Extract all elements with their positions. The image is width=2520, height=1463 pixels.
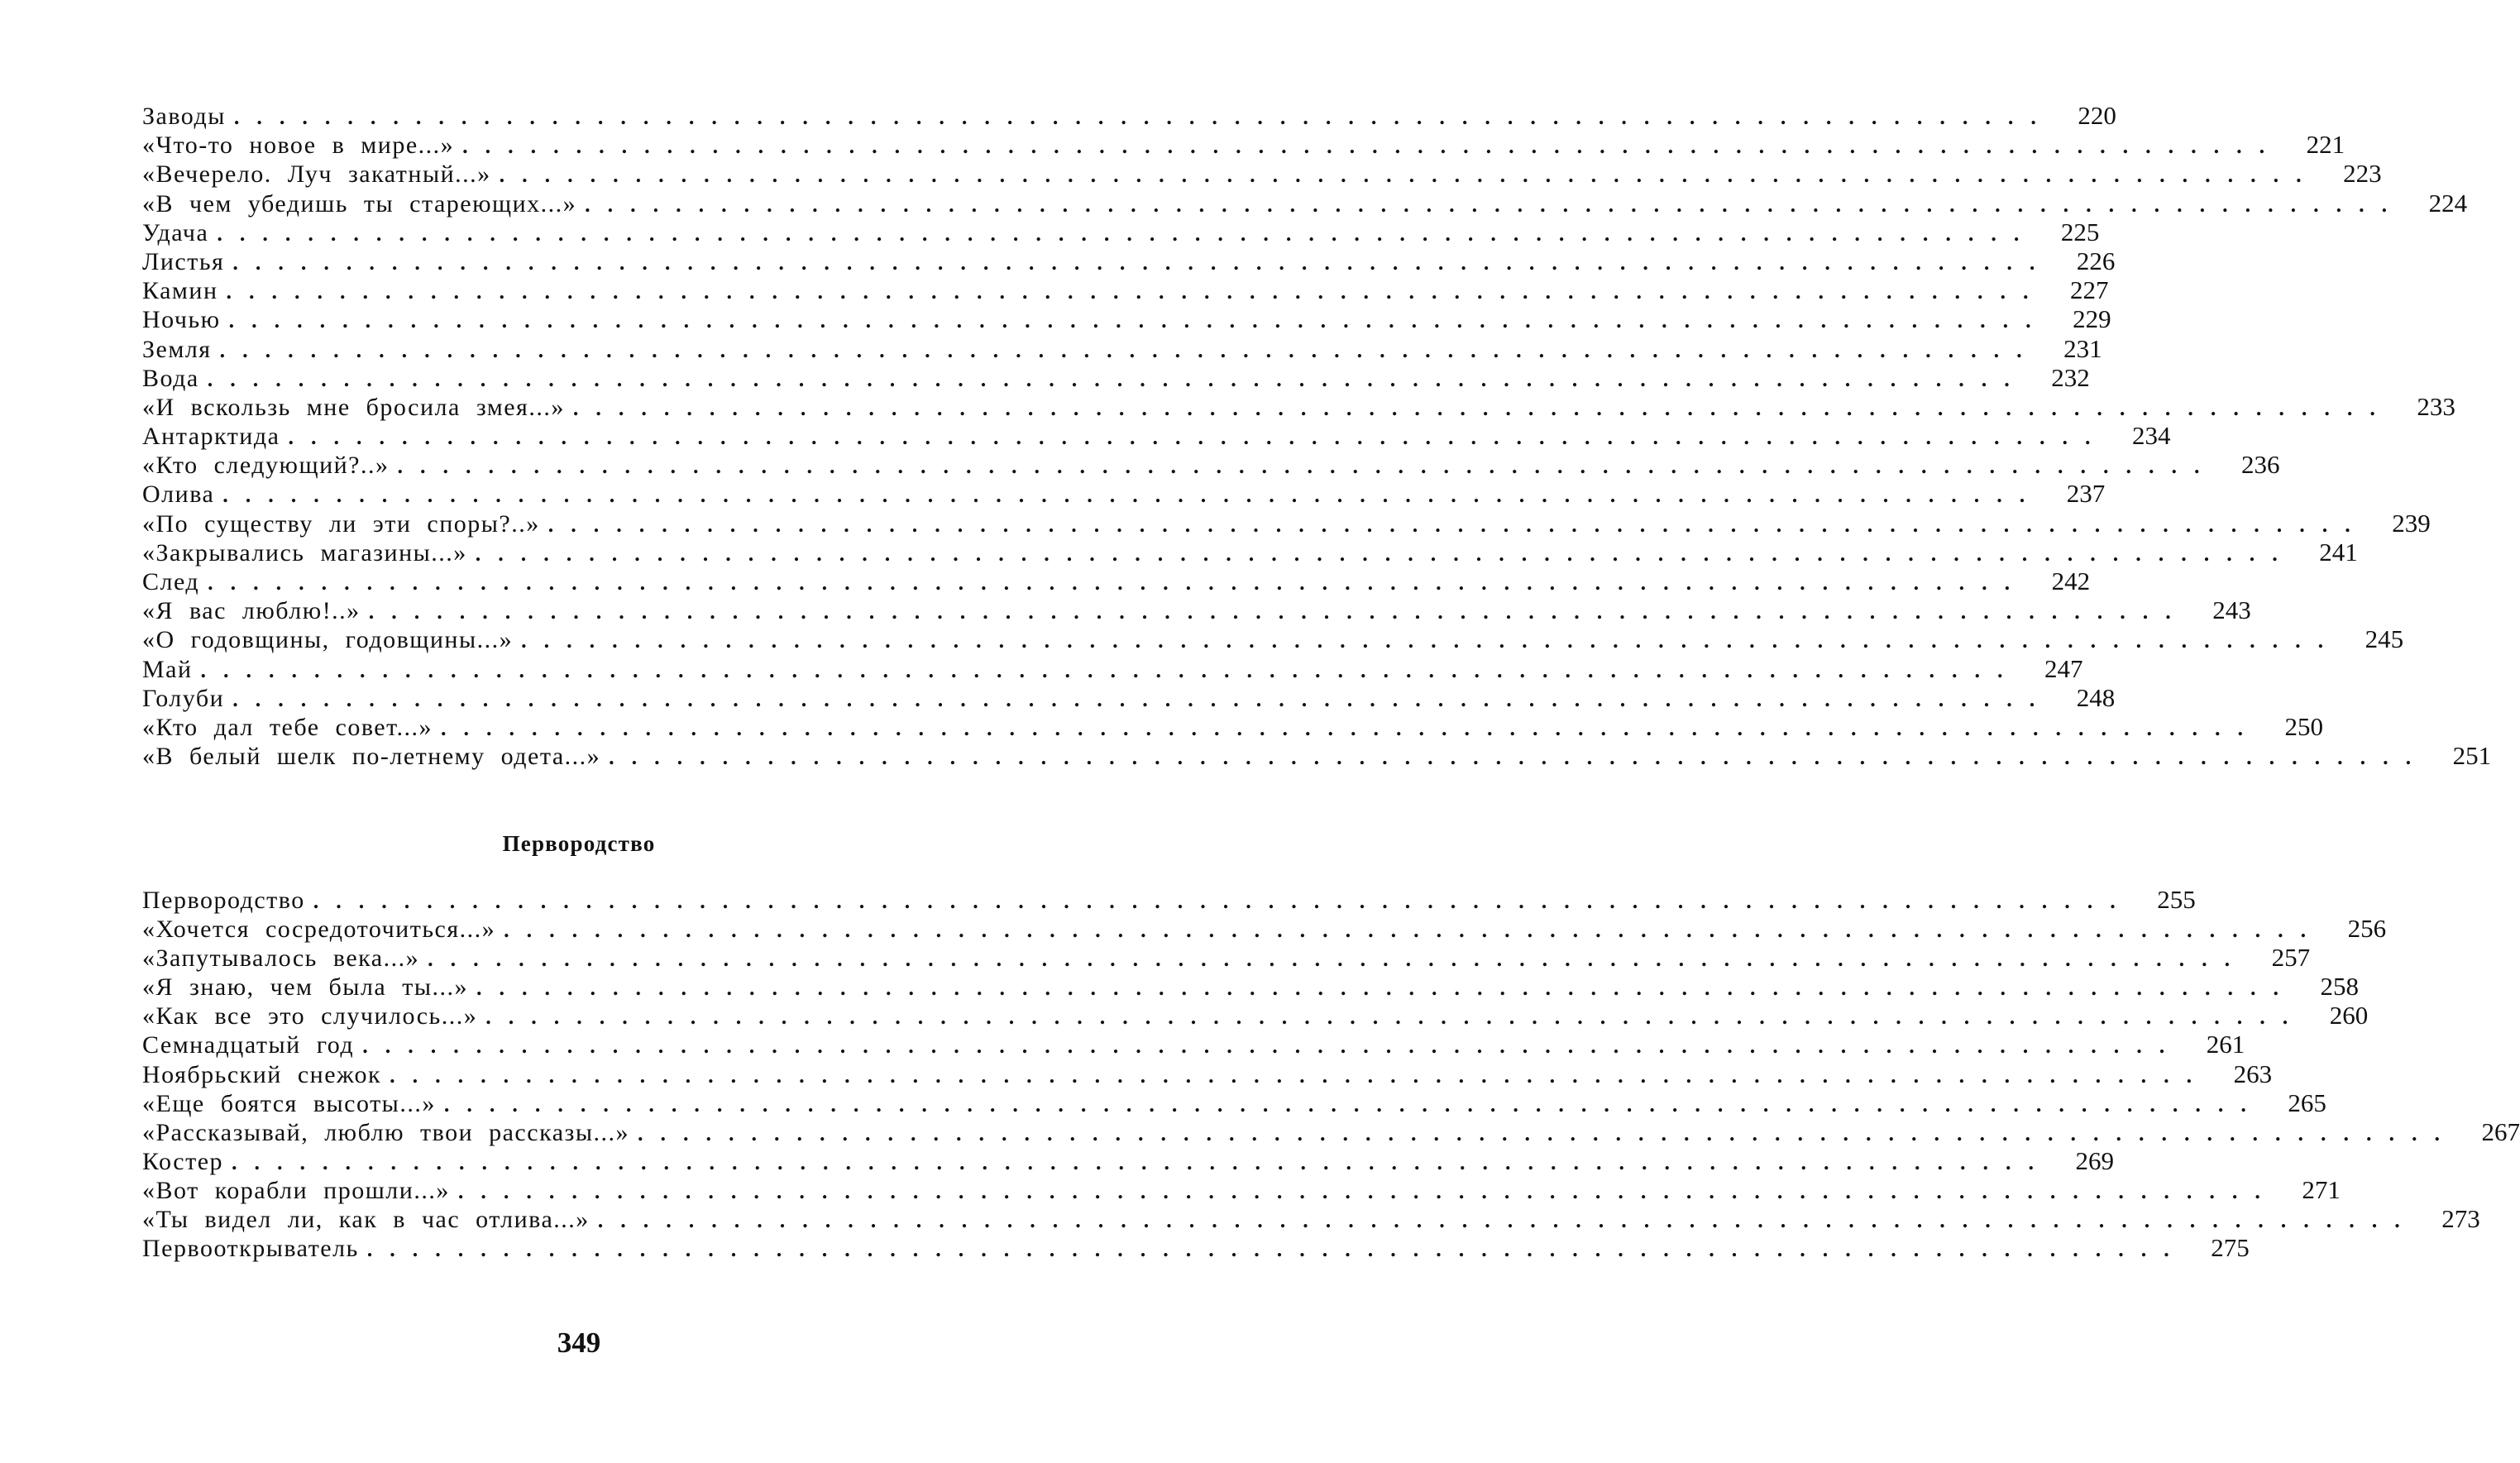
toc-entry-title: «Рассказывай, люблю твои рассказы...»	[142, 1118, 630, 1146]
toc-entry	[142, 1116, 2520, 1146]
toc-entry-page: 248	[2076, 682, 2116, 712]
toc-entry-page: 242	[2051, 567, 2091, 595]
toc-entry-page: 257	[2271, 943, 2311, 973]
dot-leader: ................................................................................	[368, 600, 2188, 624]
toc-entry	[142, 741, 2492, 771]
dot-leader: ................................................................................	[457, 1179, 2278, 1203]
toc-entry-title: Камин	[142, 277, 218, 305]
toc-entry	[142, 333, 2102, 363]
toc-entry-page: 263	[2233, 1059, 2273, 1088]
toc-entry-page: 267	[2481, 1116, 2520, 1146]
toc-entry-page: 265	[2288, 1088, 2326, 1117]
toc-entry-page: 243	[2212, 595, 2251, 625]
toc-entry-title: Первородство	[142, 887, 305, 914]
toc-entry	[142, 943, 2311, 973]
toc-entry-title: «Как все это случилось...»	[142, 1002, 478, 1030]
toc-entry-page: 271	[2302, 1174, 2341, 1204]
toc-entry	[142, 391, 2455, 421]
toc-entry-title: «Вечерело. Луч закатный...»	[142, 160, 491, 189]
dot-leader: ................................................................................	[228, 308, 2049, 333]
toc-entry-title: «Я знаю, чем была ты...»	[142, 973, 469, 1002]
dot-leader: ................................................................................	[504, 918, 2324, 943]
dot-leader: ................................................................................	[226, 280, 2046, 304]
toc-entry-title: «По существу ли эти споры?..»	[142, 509, 540, 538]
toc-entry-title: Заводы	[142, 103, 226, 130]
dot-leader: ................................................................................	[313, 889, 2133, 913]
toc-entry-page: 231	[2063, 333, 2102, 363]
toc-entry-page: 234	[2131, 421, 2171, 451]
toc-entry-page: 225	[2060, 217, 2100, 246]
toc-entry-page: 237	[2066, 479, 2106, 509]
toc-entry	[142, 972, 2360, 1002]
toc-entry-title: «Ты видел ли, как в час отлива...»	[142, 1206, 590, 1234]
dot-leader: ................................................................................	[440, 715, 2260, 740]
dot-leader: ................................................................................	[232, 250, 2053, 275]
toc-entry-page: 226	[2076, 246, 2116, 275]
dot-leader: ................................................................................	[232, 1150, 2052, 1174]
toc-entry-page: 261	[2206, 1030, 2245, 1059]
toc-entry-title: Голуби	[142, 684, 225, 712]
toc-entry	[142, 1088, 2326, 1117]
toc-entry	[142, 624, 2404, 654]
toc-entry-title: Удача	[142, 218, 209, 246]
toc-entry-page: 273	[2441, 1204, 2480, 1234]
toc-entry-title: «В белый шелк по-летнему одета...»	[142, 743, 601, 771]
toc-entry	[142, 914, 2387, 944]
toc-entry	[142, 421, 2171, 451]
dot-leader: ................................................................................	[521, 629, 2341, 653]
dot-leader: ................................................................................	[219, 337, 2039, 362]
toc-entry-page: 260	[2329, 1001, 2369, 1030]
toc-entry-page: 255	[2157, 885, 2196, 914]
dot-leader: ................................................................................	[548, 512, 2368, 537]
dot-leader: ................................................................................	[207, 366, 2027, 391]
toc-entry-title: «Я вас люблю!..»	[142, 597, 361, 625]
toc-entry	[142, 508, 2431, 538]
toc-entry-title: Май	[142, 655, 193, 683]
toc-entry-title: «Закрывались магазины...»	[142, 538, 467, 567]
toc-entry-title: «В чем убедишь ты стареющих...»	[142, 189, 577, 218]
toc-entry-page: 245	[2365, 624, 2404, 654]
toc-entry-page: 232	[2051, 362, 2090, 392]
dot-leader: ................................................................................	[638, 1121, 2458, 1145]
toc-entry-page: 256	[2347, 914, 2387, 944]
page-number: 349	[557, 1327, 601, 1359]
toc-entry	[142, 537, 2358, 567]
dot-leader: ................................................................................	[233, 105, 2054, 129]
toc-entry-page: 247	[2044, 653, 2083, 683]
dot-leader: ................................................................................	[200, 657, 2020, 682]
dot-leader: ................................................................................	[585, 192, 2405, 217]
toc-entry-page: 269	[2075, 1145, 2115, 1175]
toc-entry-page: 258	[2320, 972, 2360, 1002]
toc-entry	[142, 1001, 2369, 1030]
toc-list-part1	[142, 101, 2492, 771]
toc-entry-page: 224	[2428, 188, 2468, 218]
toc-entry	[142, 130, 2345, 160]
toc-entry	[142, 101, 2116, 130]
toc-entry-title: «Кто следующий?..»	[142, 452, 390, 480]
toc-entry-title: «Еще боятся высоты...»	[142, 1089, 436, 1117]
toc-entry	[142, 275, 2109, 305]
toc-entry-page: 241	[2319, 537, 2358, 567]
toc-entry	[142, 885, 2196, 914]
toc-entry-page: 233	[2417, 391, 2455, 421]
toc-entry-title: Первооткрыватель	[142, 1235, 359, 1263]
toc-entry	[142, 1233, 2250, 1263]
toc-entry-title: «Вот корабли прошли...»	[142, 1176, 450, 1204]
toc-entry-title: «О годовщины, годовщины...»	[142, 626, 514, 654]
toc-entry	[142, 567, 2091, 595]
dot-leader: ................................................................................	[217, 221, 2037, 246]
toc-entry-title: Костер	[142, 1147, 224, 1175]
dot-leader: ................................................................................	[222, 483, 2043, 508]
dot-leader: ................................................................................	[597, 1208, 2417, 1233]
section-heading: Первородство	[502, 831, 656, 856]
toc-entry-page: 220	[2078, 101, 2116, 130]
toc-entry-title: Семнадцатый год	[142, 1031, 355, 1059]
toc-entry	[142, 1059, 2273, 1088]
toc-entry	[142, 682, 2116, 712]
toc-entry	[142, 217, 2100, 246]
toc-entry	[142, 188, 2468, 218]
dot-leader: ................................................................................	[443, 1092, 2264, 1116]
dot-leader: ................................................................................	[485, 1005, 2306, 1030]
toc-entry-page: 250	[2284, 711, 2323, 741]
toc-entry-title: «Что-то новое в мире...»	[142, 131, 455, 160]
toc-entry	[142, 450, 2280, 480]
toc-entry-page: 239	[2392, 508, 2431, 538]
dot-leader: ................................................................................	[390, 1063, 2210, 1088]
dot-leader: ................................................................................	[208, 571, 2028, 595]
dot-leader: ................................................................................	[288, 425, 2108, 450]
toc-entry	[142, 304, 2111, 334]
toc-entry	[142, 479, 2106, 509]
toc-entry-title: Ноябрьский снежок	[142, 1060, 382, 1088]
toc-entry-page: 251	[2452, 741, 2492, 771]
toc-entry-page: 229	[2073, 304, 2111, 334]
toc-entry-title: «И вскользь мне бросила змея...»	[142, 393, 565, 421]
toc-entry-title: «Кто дал тебе совет...»	[142, 713, 433, 741]
toc-entry-title: След	[142, 568, 200, 595]
toc-entry-title: Земля	[142, 335, 212, 363]
toc-entry-page: 227	[2070, 275, 2109, 305]
toc-entry	[142, 1145, 2115, 1175]
toc-entry-page: 275	[2211, 1233, 2250, 1263]
dot-leader: ................................................................................	[475, 541, 2295, 566]
toc-entry-title: Ночью	[142, 306, 221, 334]
dot-leader: ................................................................................	[397, 454, 2217, 479]
toc-entry-title: «Запутывалось века...»	[142, 944, 420, 973]
toc-entry-title: Антарктида	[142, 423, 280, 451]
toc-entry	[142, 159, 2382, 189]
toc-entry	[142, 246, 2116, 275]
toc-entry	[142, 653, 2083, 683]
dot-leader: ................................................................................	[476, 976, 2297, 1001]
toc-entry	[142, 711, 2323, 741]
toc-entry	[142, 1030, 2245, 1059]
toc-entry-title: Листья	[142, 247, 225, 275]
toc-entry-page: 236	[2241, 450, 2280, 480]
toc-entry-title: Вода	[142, 364, 199, 392]
toc-entry	[142, 1204, 2480, 1234]
toc-entry	[142, 362, 2090, 392]
dot-leader: ................................................................................	[462, 134, 2283, 159]
dot-leader: ................................................................................	[609, 745, 2429, 770]
dot-leader: ................................................................................	[428, 947, 2248, 972]
dot-leader: ................................................................................	[232, 686, 2053, 711]
toc-entry-title: «Хочется сосредоточиться...»	[142, 916, 496, 944]
dot-leader: ................................................................................	[362, 1034, 2183, 1059]
toc-list-part2	[142, 885, 2520, 1263]
toc-entry	[142, 1174, 2341, 1204]
toc-entry-title: Олива	[142, 480, 215, 509]
toc-entry-page: 223	[2343, 159, 2382, 189]
toc-entry	[142, 595, 2251, 625]
dot-leader: ................................................................................	[499, 163, 2319, 188]
dot-leader: ................................................................................	[572, 395, 2393, 420]
toc-entry-page: 221	[2306, 130, 2345, 160]
dot-leader: ................................................................................	[366, 1237, 2187, 1262]
